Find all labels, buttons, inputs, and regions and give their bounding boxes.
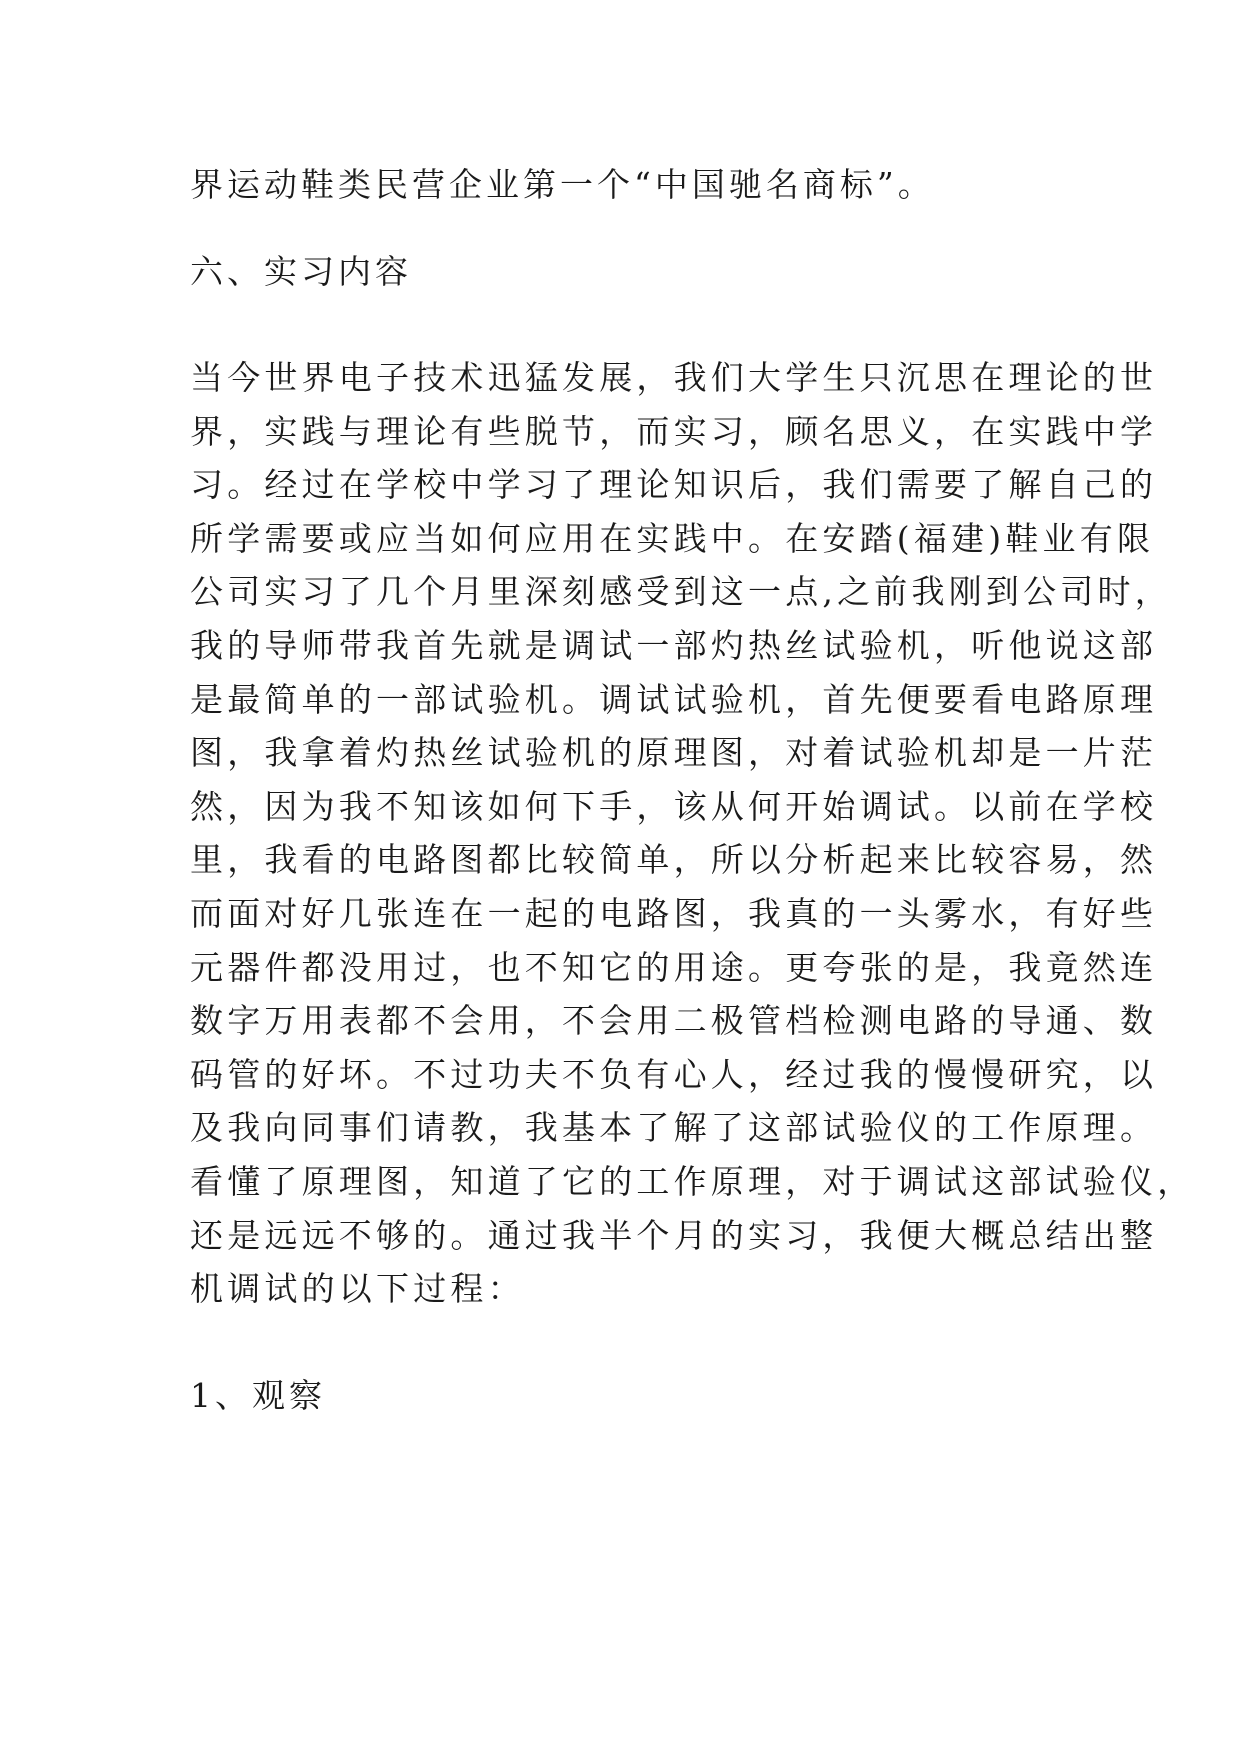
paragraph-line: 里，我看的电路图都比较简单，所以分析起来比较容易，然 <box>190 840 1158 879</box>
subheading: 1、观察 <box>190 1376 326 1415</box>
paragraph-line: 数字万用表都不会用，不会用二极管档检测电路的导通、数 <box>190 1001 1158 1040</box>
paragraph-line: 码管的好坏。不过功夫不负有心人，经过我的慢慢研究，以 <box>190 1055 1158 1094</box>
paragraph-line: 当今世界电子技术迅猛发展，我们大学生只沉思在理论的世 <box>190 358 1158 397</box>
paragraph-line: 元器件都没用过，也不知它的用途。更夸张的是，我竟然连 <box>190 948 1158 987</box>
paragraph-line: 公司实习了几个月里深刻感受到这一点,之前我刚到公司时， <box>190 572 1172 611</box>
intro-line: 界运动鞋类民营企业第一个“中国驰名商标”。 <box>190 165 935 204</box>
paragraph-line: 是最简单的一部试验机。调试试验机，首先便要看电路原理 <box>190 680 1158 719</box>
paragraph-line: 还是远远不够的。通过我半个月的实习，我便大概总结出整 <box>190 1216 1158 1255</box>
paragraph-line: 图，我拿着灼热丝试验机的原理图，对着试验机却是一片茫 <box>190 733 1158 772</box>
paragraph-line: 机调试的以下过程： <box>190 1269 525 1308</box>
paragraph-line: 界，实践与理论有些脱节，而实习，顾名思义，在实践中学 <box>190 412 1158 451</box>
paragraph-line: 看懂了原理图，知道了它的工作原理，对于调试这部试验仪， <box>190 1162 1195 1201</box>
paragraph-line: 习。经过在学校中学习了理论知识后，我们需要了解自己的 <box>190 465 1158 504</box>
paragraph-line: 所学需要或应当如何应用在实践中。在安踏(福建)鞋业有限 <box>190 519 1155 558</box>
paragraph-line: 及我向同事们请教，我基本了解了这部试验仪的工作原理。 <box>190 1108 1158 1147</box>
paragraph-line: 而面对好几张连在一起的电路图，我真的一头雾水，有好些 <box>190 894 1158 933</box>
section-heading: 六、实习内容 <box>190 252 412 291</box>
paragraph-line: 然，因为我不知该如何下手，该从何开始调试。以前在学校 <box>190 787 1158 826</box>
paragraph-line: 我的导师带我首先就是调试一部灼热丝试验机，听他说这部 <box>190 626 1158 665</box>
